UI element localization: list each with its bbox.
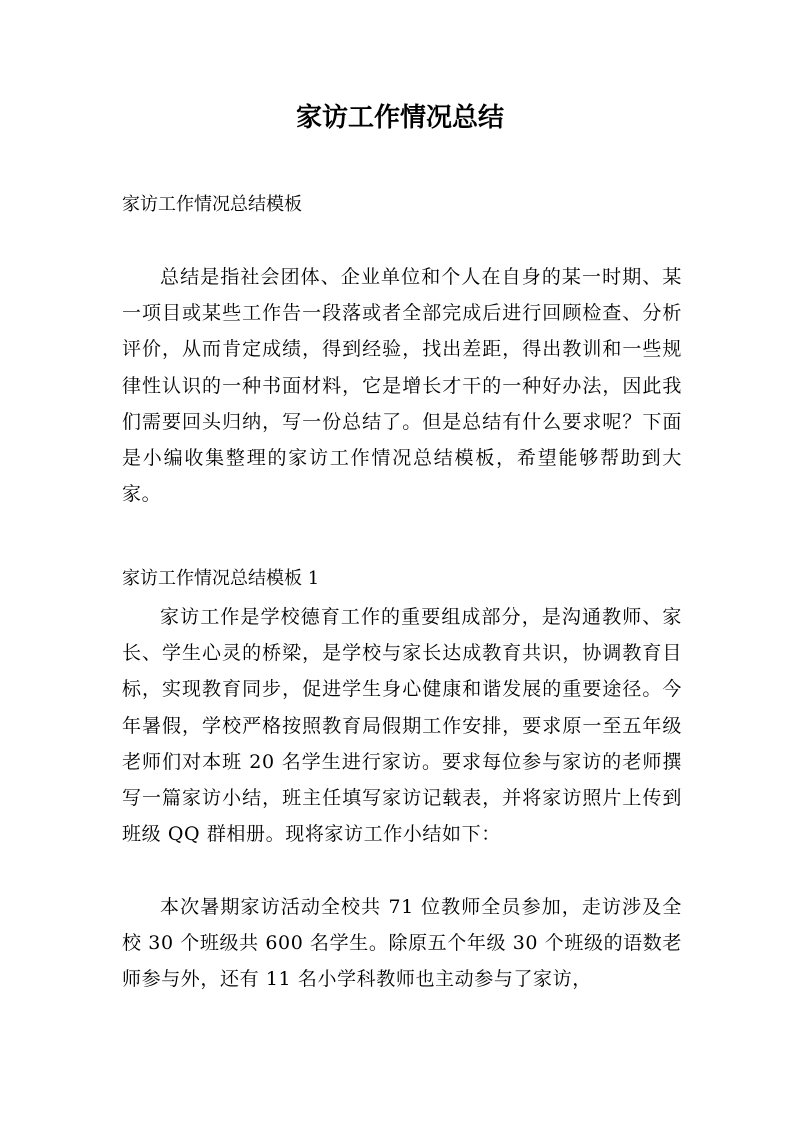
template-subtitle: 家访工作情况总结模板 — [122, 194, 302, 215]
section-1-paragraph-2: 本次暑期家访活动全校共 71 位教师全员参加，走访涉及全校 30 个班级共 600 名学生。除原五个年级 30 个班级的语数老师参与外，还有 11 名小学科教师也主动参与了家访， — [122, 896, 682, 991]
document-title: 家访工作情况总结 — [295, 103, 504, 133]
section-heading-1: 家访工作情况总结模板 1 — [122, 568, 320, 589]
intro-paragraph: 总结是指社会团体、企业单位和个人在自身的某一时期、某一项目或某些工作告一段落或者全部完成后进行回顾检查、分析评价，从而肯定成绩，得到经验，找出差距，得出教训和一些规律性认识的一种书面材料，它是增长才干的一种好办法，因此我们需要回头归纳，写一份总结了。但是总结有什么要求呢？下面是小编收集整理的家访工作情况总结模板，希望能够帮助到大家。 — [122, 266, 682, 506]
section-1-paragraph-1: 家访工作是学校德育工作的重要组成部分，是沟通教师、家长、学生心灵的桥梁，是学校与家长达成教育共识，协调教育目标，实现教育同步，促进学生身心健康和谐发展的重要途径。今年暑假，学校严格按照教育局假期工作安排，要求原一至五年级老师们对本班 20 名学生进行家访。要求每位参与家访的老师撰写一篇家访小结，班主任填写家访记载表，并将家访照片上传到班级 QQ 群相册。现将家访工作小结如下： — [122, 606, 682, 846]
